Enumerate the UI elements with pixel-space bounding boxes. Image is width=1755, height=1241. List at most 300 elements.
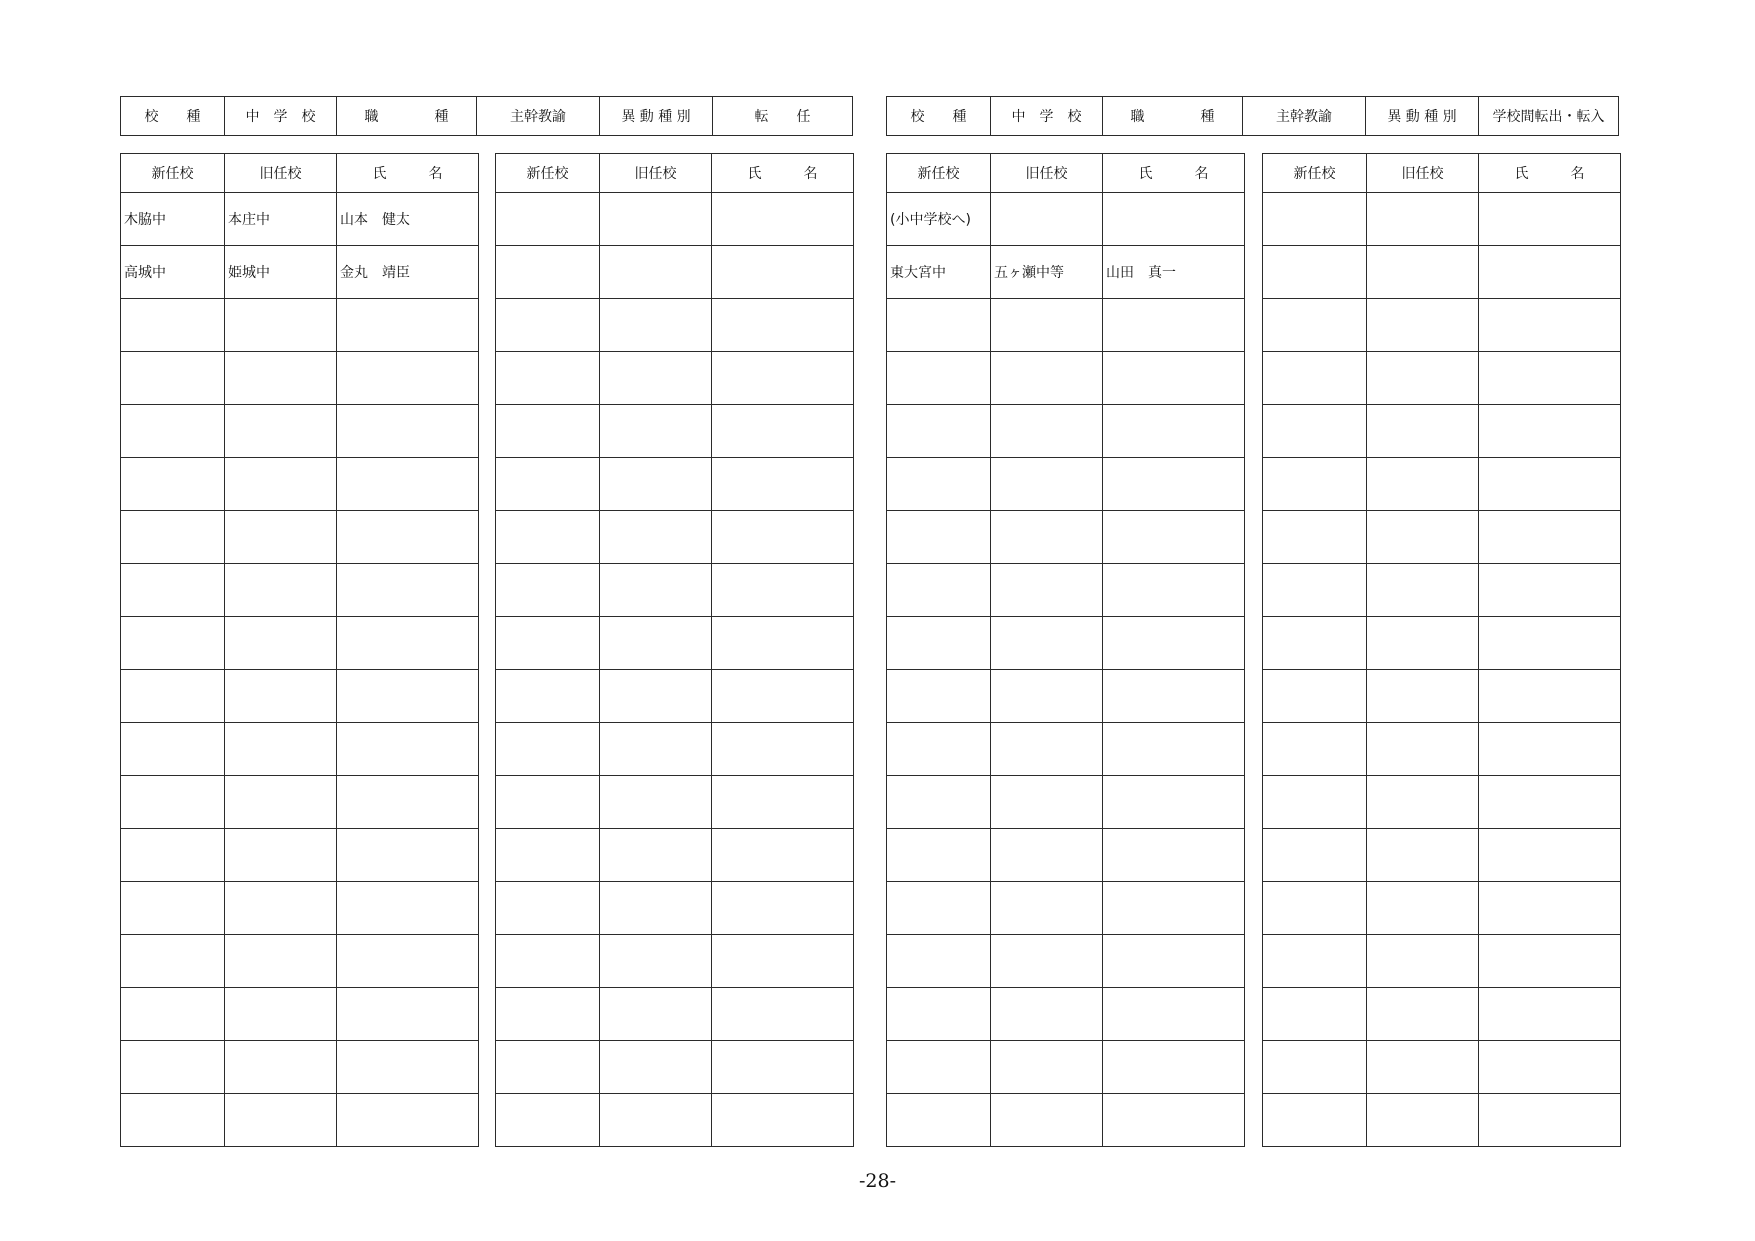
new-school-cell <box>121 617 225 670</box>
new-school-cell <box>496 458 600 511</box>
table-row <box>496 352 854 405</box>
new-school-cell <box>887 617 991 670</box>
transfer-type-label: 異 動 種 別 <box>1366 97 1479 136</box>
table-row <box>1263 723 1621 776</box>
old-school-cell <box>1367 617 1479 670</box>
table-row <box>496 458 854 511</box>
name-cell <box>712 405 854 458</box>
old-school-cell <box>1367 564 1479 617</box>
name-cell <box>712 935 854 988</box>
table-row <box>121 299 479 352</box>
new-school-cell <box>121 776 225 829</box>
name-cell <box>1103 617 1245 670</box>
table-row <box>121 458 479 511</box>
table-row <box>121 193 479 246</box>
new-school-cell <box>1263 299 1367 352</box>
old-school-cell <box>600 193 712 246</box>
name-cell <box>1479 723 1621 776</box>
old-school-cell <box>600 1094 712 1147</box>
old-school-cell <box>225 988 337 1041</box>
new-school-cell <box>1263 723 1367 776</box>
old-school-cell <box>1367 352 1479 405</box>
name-cell <box>1479 299 1621 352</box>
new-school-cell <box>496 935 600 988</box>
name-cell <box>712 617 854 670</box>
name-cell <box>1103 670 1245 723</box>
table-row <box>1263 1041 1621 1094</box>
name-cell: 山本 健太 <box>337 193 479 246</box>
name-cell <box>337 723 479 776</box>
old-school-cell <box>600 511 712 564</box>
name-cell <box>1103 829 1245 882</box>
header-row <box>121 154 479 193</box>
old-school-cell <box>225 564 337 617</box>
new-school-cell <box>121 1094 225 1147</box>
old-school-cell <box>991 670 1103 723</box>
table-row <box>496 670 854 723</box>
name-cell <box>337 458 479 511</box>
new-school-cell <box>1263 1041 1367 1094</box>
old-school-cell <box>600 670 712 723</box>
table-row <box>121 564 479 617</box>
old-school-cell <box>991 458 1103 511</box>
name-cell <box>1479 776 1621 829</box>
old-school-cell <box>991 511 1103 564</box>
old-school-cell <box>225 405 337 458</box>
new-school-cell <box>496 988 600 1041</box>
table-row <box>887 723 1245 776</box>
old-school-cell <box>225 1041 337 1094</box>
school-type-value: 中 学 校 <box>225 97 337 136</box>
old-school-cell <box>991 299 1103 352</box>
column-header-new-school: 新任校 <box>887 154 991 193</box>
new-school-cell <box>887 723 991 776</box>
name-cell <box>337 1094 479 1147</box>
new-school-cell <box>496 193 600 246</box>
column-header-name: 氏 名 <box>712 154 854 193</box>
old-school-cell <box>225 935 337 988</box>
name-cell <box>1103 882 1245 935</box>
school-type-value: 中 学 校 <box>991 97 1103 136</box>
new-school-cell <box>496 1094 600 1147</box>
old-school-cell: 姫城中 <box>225 246 337 299</box>
old-school-cell <box>1367 882 1479 935</box>
table-row <box>1263 246 1621 299</box>
new-school-cell <box>1263 988 1367 1041</box>
old-school-cell <box>225 776 337 829</box>
table-row <box>121 1041 479 1094</box>
new-school-cell <box>1263 511 1367 564</box>
old-school-cell <box>1367 458 1479 511</box>
new-school-cell <box>496 299 600 352</box>
table-row <box>496 405 854 458</box>
old-school-cell <box>991 935 1103 988</box>
name-cell <box>712 193 854 246</box>
name-cell <box>712 564 854 617</box>
new-school-cell <box>496 352 600 405</box>
new-school-cell <box>1263 776 1367 829</box>
name-cell: 金丸 靖臣 <box>337 246 479 299</box>
old-school-cell <box>991 405 1103 458</box>
table-row <box>887 405 1245 458</box>
name-cell <box>1103 564 1245 617</box>
old-school-cell <box>991 1094 1103 1147</box>
name-cell <box>712 829 854 882</box>
column-header-old-school: 旧任校 <box>225 154 337 193</box>
table-row <box>496 988 854 1041</box>
new-school-cell <box>121 829 225 882</box>
new-school-cell <box>1263 246 1367 299</box>
new-school-cell <box>887 829 991 882</box>
name-cell <box>1479 193 1621 246</box>
name-cell: 山田 真一 <box>1103 246 1245 299</box>
new-school-cell <box>496 405 600 458</box>
old-school-cell <box>600 617 712 670</box>
old-school-cell <box>600 988 712 1041</box>
new-school-cell <box>121 882 225 935</box>
new-school-cell: (小中学校へ) <box>887 193 991 246</box>
table-row <box>121 352 479 405</box>
table-row <box>1263 564 1621 617</box>
new-school-cell <box>1263 193 1367 246</box>
old-school-cell <box>991 882 1103 935</box>
table-row <box>887 935 1245 988</box>
new-school-cell: 東大宮中 <box>887 246 991 299</box>
new-school-cell <box>121 988 225 1041</box>
new-school-cell <box>1263 458 1367 511</box>
old-school-cell <box>225 511 337 564</box>
table-row <box>121 617 479 670</box>
name-cell <box>1479 458 1621 511</box>
old-school-cell <box>1367 299 1479 352</box>
name-cell <box>1479 405 1621 458</box>
old-school-cell <box>225 1094 337 1147</box>
name-cell <box>1103 988 1245 1041</box>
new-school-cell <box>121 670 225 723</box>
name-cell <box>712 1041 854 1094</box>
name-cell <box>1103 935 1245 988</box>
table-row <box>887 1094 1245 1147</box>
name-cell <box>712 458 854 511</box>
name-cell <box>1479 1094 1621 1147</box>
new-school-cell <box>496 1041 600 1094</box>
table-row <box>496 564 854 617</box>
transfer-type-label: 異 動 種 別 <box>600 97 713 136</box>
new-school-cell <box>1263 352 1367 405</box>
new-school-cell <box>887 564 991 617</box>
new-school-cell <box>496 723 600 776</box>
old-school-cell <box>1367 405 1479 458</box>
name-cell <box>1479 352 1621 405</box>
new-school-cell <box>1263 935 1367 988</box>
name-cell <box>337 776 479 829</box>
old-school-cell <box>991 1041 1103 1094</box>
new-school-cell <box>1263 564 1367 617</box>
new-school-cell <box>121 511 225 564</box>
table-row <box>1263 829 1621 882</box>
new-school-cell <box>1263 882 1367 935</box>
table-row <box>121 776 479 829</box>
old-school-cell <box>1367 246 1479 299</box>
new-school-cell <box>496 617 600 670</box>
name-cell <box>1103 193 1245 246</box>
name-cell <box>712 511 854 564</box>
table-row <box>1263 299 1621 352</box>
table-row <box>121 988 479 1041</box>
name-cell <box>712 1094 854 1147</box>
new-school-cell <box>121 352 225 405</box>
table-row <box>121 405 479 458</box>
new-school-cell <box>887 458 991 511</box>
table-row <box>1263 935 1621 988</box>
old-school-cell <box>600 829 712 882</box>
table-row <box>121 1094 479 1147</box>
new-school-cell <box>496 564 600 617</box>
name-cell <box>1103 405 1245 458</box>
new-school-cell <box>121 564 225 617</box>
table-row <box>887 776 1245 829</box>
table-row <box>1263 1094 1621 1147</box>
old-school-cell <box>991 988 1103 1041</box>
old-school-cell <box>991 723 1103 776</box>
name-cell <box>337 299 479 352</box>
left-table-a <box>120 153 479 1147</box>
new-school-cell <box>887 299 991 352</box>
table-row <box>121 935 479 988</box>
table-row <box>887 246 1245 299</box>
table-row <box>121 246 479 299</box>
column-header-old-school: 旧任校 <box>991 154 1103 193</box>
old-school-cell <box>600 405 712 458</box>
column-header-new-school: 新任校 <box>121 154 225 193</box>
name-cell <box>337 564 479 617</box>
job-label: 職 種 <box>337 97 477 136</box>
old-school-cell <box>600 564 712 617</box>
old-school-cell <box>1367 1094 1479 1147</box>
table-row <box>1263 405 1621 458</box>
table-row <box>1263 352 1621 405</box>
old-school-cell <box>991 829 1103 882</box>
name-cell <box>1103 1094 1245 1147</box>
name-cell <box>1103 299 1245 352</box>
name-cell <box>712 670 854 723</box>
table-row <box>1263 511 1621 564</box>
old-school-cell <box>1367 670 1479 723</box>
name-cell <box>1103 723 1245 776</box>
new-school-cell <box>121 405 225 458</box>
page-number: -28- <box>858 1170 897 1192</box>
table-row <box>496 935 854 988</box>
table-row <box>496 511 854 564</box>
old-school-cell: 五ヶ瀬中等 <box>991 246 1103 299</box>
new-school-cell <box>496 246 600 299</box>
old-school-cell <box>1367 829 1479 882</box>
new-school-cell <box>887 670 991 723</box>
old-school-cell <box>600 723 712 776</box>
old-school-cell <box>225 829 337 882</box>
name-cell <box>712 299 854 352</box>
old-school-cell <box>991 617 1103 670</box>
name-cell <box>1103 511 1245 564</box>
table-row <box>887 617 1245 670</box>
old-school-cell <box>600 1041 712 1094</box>
name-cell <box>1103 352 1245 405</box>
table-row <box>887 670 1245 723</box>
name-cell <box>1479 882 1621 935</box>
old-school-cell <box>600 882 712 935</box>
new-school-cell: 高城中 <box>121 246 225 299</box>
left-table-b <box>495 153 854 1147</box>
header-row <box>496 154 854 193</box>
table-row <box>887 458 1245 511</box>
new-school-cell <box>121 1041 225 1094</box>
new-school-cell <box>887 511 991 564</box>
table-row <box>496 776 854 829</box>
old-school-cell <box>225 670 337 723</box>
transfer-type-value: 転 任 <box>713 97 853 136</box>
old-school-cell <box>1367 776 1479 829</box>
column-header-name: 氏 名 <box>1479 154 1621 193</box>
new-school-cell <box>887 882 991 935</box>
table-row <box>887 193 1245 246</box>
table-row <box>1263 193 1621 246</box>
table-row <box>496 1041 854 1094</box>
old-school-cell <box>600 299 712 352</box>
name-cell <box>337 617 479 670</box>
new-school-cell <box>887 776 991 829</box>
table-row <box>496 299 854 352</box>
meta-row <box>121 97 853 136</box>
table-row <box>121 511 479 564</box>
new-school-cell <box>496 670 600 723</box>
old-school-cell <box>225 458 337 511</box>
new-school-cell <box>1263 670 1367 723</box>
table-row <box>887 882 1245 935</box>
column-header-old-school: 旧任校 <box>600 154 712 193</box>
new-school-cell <box>496 829 600 882</box>
table-row <box>1263 776 1621 829</box>
new-school-cell <box>121 935 225 988</box>
name-cell <box>1479 988 1621 1041</box>
table-row <box>1263 988 1621 1041</box>
old-school-cell <box>991 193 1103 246</box>
name-cell <box>1479 670 1621 723</box>
name-cell <box>1479 829 1621 882</box>
header-row <box>1263 154 1621 193</box>
new-school-cell <box>1263 1094 1367 1147</box>
table-row <box>496 723 854 776</box>
right-table-a <box>886 153 1245 1147</box>
table-row <box>496 246 854 299</box>
new-school-cell <box>887 352 991 405</box>
old-school-cell <box>1367 511 1479 564</box>
table-row <box>1263 458 1621 511</box>
school-type-label: 校 種 <box>121 97 225 136</box>
name-cell <box>1479 511 1621 564</box>
meta-row <box>887 97 1619 136</box>
old-school-cell <box>991 564 1103 617</box>
transfer-type-value: 学校間転出・転入 <box>1479 97 1619 136</box>
old-school-cell <box>1367 988 1479 1041</box>
column-header-old-school: 旧任校 <box>1367 154 1479 193</box>
table-row <box>496 1094 854 1147</box>
name-cell <box>337 405 479 458</box>
job-value: 主幹教諭 <box>477 97 600 136</box>
old-school-cell <box>1367 1041 1479 1094</box>
table-row <box>121 723 479 776</box>
table-row <box>887 829 1245 882</box>
table-row <box>1263 882 1621 935</box>
name-cell <box>337 670 479 723</box>
job-label: 職 種 <box>1103 97 1243 136</box>
new-school-cell <box>887 1094 991 1147</box>
table-row <box>121 829 479 882</box>
header-row <box>887 154 1245 193</box>
new-school-cell <box>887 988 991 1041</box>
name-cell <box>337 829 479 882</box>
table-row <box>496 882 854 935</box>
name-cell <box>1479 564 1621 617</box>
table-row <box>496 193 854 246</box>
left-meta-table <box>120 96 853 136</box>
name-cell <box>337 511 479 564</box>
right-table-b <box>1262 153 1621 1147</box>
new-school-cell <box>121 723 225 776</box>
new-school-cell <box>1263 829 1367 882</box>
old-school-cell <box>1367 193 1479 246</box>
old-school-cell <box>1367 723 1479 776</box>
old-school-cell <box>225 352 337 405</box>
column-header-new-school: 新任校 <box>496 154 600 193</box>
table-row <box>121 670 479 723</box>
table-row <box>1263 617 1621 670</box>
column-header-name: 氏 名 <box>337 154 479 193</box>
new-school-cell <box>887 935 991 988</box>
name-cell <box>712 352 854 405</box>
new-school-cell <box>1263 617 1367 670</box>
new-school-cell <box>887 405 991 458</box>
new-school-cell <box>1263 405 1367 458</box>
name-cell <box>712 723 854 776</box>
name-cell <box>337 882 479 935</box>
table-row <box>496 829 854 882</box>
new-school-cell <box>121 299 225 352</box>
name-cell <box>337 1041 479 1094</box>
new-school-cell <box>496 882 600 935</box>
name-cell <box>1479 246 1621 299</box>
old-school-cell <box>991 352 1103 405</box>
table-row <box>887 1041 1245 1094</box>
name-cell <box>1103 1041 1245 1094</box>
name-cell <box>337 352 479 405</box>
new-school-cell: 木脇中 <box>121 193 225 246</box>
old-school-cell <box>991 776 1103 829</box>
name-cell <box>1103 776 1245 829</box>
table-row <box>1263 670 1621 723</box>
school-type-label: 校 種 <box>887 97 991 136</box>
name-cell <box>712 988 854 1041</box>
name-cell <box>1479 617 1621 670</box>
column-header-new-school: 新任校 <box>1263 154 1367 193</box>
new-school-cell <box>496 511 600 564</box>
old-school-cell <box>225 882 337 935</box>
name-cell <box>712 882 854 935</box>
name-cell <box>712 776 854 829</box>
table-row <box>496 617 854 670</box>
old-school-cell <box>225 723 337 776</box>
new-school-cell <box>121 458 225 511</box>
table-row <box>887 564 1245 617</box>
